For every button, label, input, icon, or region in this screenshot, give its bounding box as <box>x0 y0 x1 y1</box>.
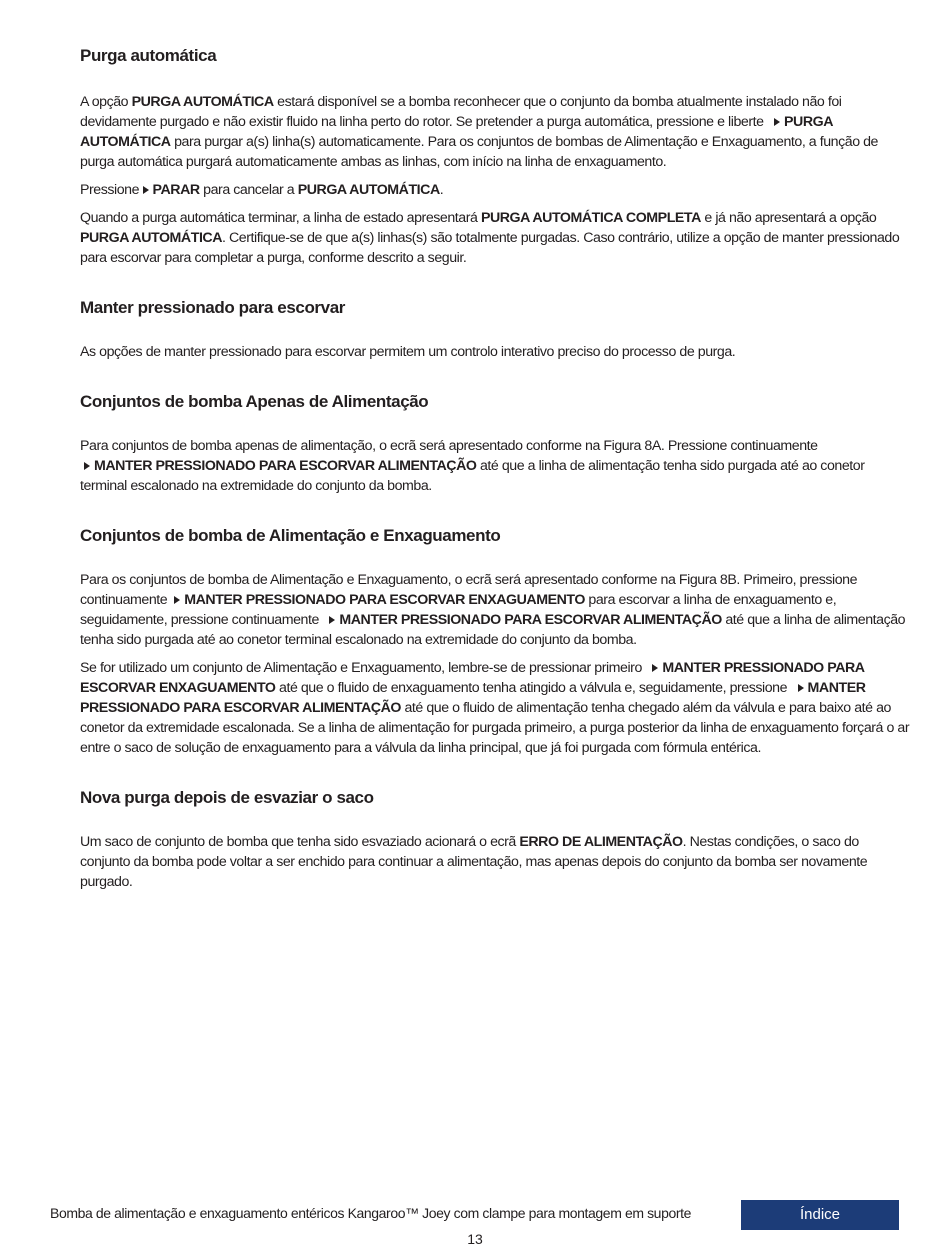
heading-purga-automatica: Purga automática <box>80 46 217 65</box>
paragraph-nova-purga: Um saco de conjunto de bomba que tenha sido esvaziado acionará o ecrã ERRO DE ALIMENTAÇÃO. Nestas condições, o saco do conjunto da bomba pode voltar a ser enchido para continuar a alimentação, mas apenas depois do conjunto da bomba ser novamente purgado. <box>80 834 868 890</box>
right-triangle-icon <box>174 596 180 604</box>
paragraph-apenas-alimentacao: Para conjuntos de bomba apenas de alimentação, o ecrã será apresentado conforme na Figura 8A. Pressione continuamente MANTER PRESSIONADO PARA ESCORVAR ALIMENTAÇÃO até que a linha de alimentação tenha sido purgada até ao conetor terminal escalonado na extremidade do conjunto da bomba. <box>80 438 865 494</box>
right-triangle-icon <box>652 664 658 672</box>
heading-apenas-alimentacao: Conjuntos de bomba Apenas de Alimentação <box>80 392 429 411</box>
paragraph-purga-intro: A opção PURGA AUTOMÁTICA estará disponível se a bomba reconhecer que o conjunto da bomba atualmente instalado não foi devidamente purgado e não existir fluido na linha perto do rotor. Se pretender a purga automática, pressione e liberte PURGA AUTOMÁTICA para purgar a(s) linha(s) automaticamente. Para os conjuntos de bombas de Alimentação e Enxaguamento, a função de purga automática purgará automaticamente ambas as linhas, com início na linha de enxaguamento. <box>80 94 879 170</box>
option-label: MANTER PRESSIONADO PARA ESCORVAR ENXAGUAMENTO <box>80 660 865 696</box>
option-label: PARAR <box>152 182 200 198</box>
heading-nova-purga: Nova purga depois de esvaziar o saco <box>80 788 374 807</box>
option-label: MANTER PRESSIONADO PARA ESCORVAR ALIMENTAÇÃO <box>94 458 477 474</box>
status-label: PURGA AUTOMÁTICA COMPLETA <box>480 210 701 226</box>
paragraph-parar: Pressione PARAR para cancelar a PURGA AUTOMÁTICA. <box>80 182 444 198</box>
option-label: PURGA AUTOMÁTICA <box>131 94 274 110</box>
option-label: MANTER PRESSIONADO PARA ESCORVAR ALIMENTAÇÃO <box>80 680 866 716</box>
right-triangle-icon <box>143 186 149 194</box>
footer-document-title: Bomba de alimentação e enxaguamento entéricos Kangaroo™ Joey com clampe para montagem em suporte <box>50 1205 691 1221</box>
paragraph-alimentacao-enxaguamento-1: Para os conjuntos de bomba de Alimentação e Enxaguamento, o ecrã será apresentado conforme na Figura 8B. Primeiro, pressione continuamente MANTER PRESSIONADO PARA ESCORVAR ENXAGUAMENTO para escorvar a linha de enxaguamento e, seguidamente, pressione continuamente MANTER PRESSIONADO PARA ESCORVAR ALIMENTAÇÃO até que a linha de alimentação tenha sido purgada até ao conetor terminal escalonado na extremidade do conjunto da bomba. <box>80 572 906 648</box>
paragraph-manter-pressionado: As opções de manter pressionado para escorvar permitem um controlo interativo preciso do processo de purga. <box>80 344 736 360</box>
right-triangle-icon <box>774 118 780 126</box>
option-label: MANTER PRESSIONADO PARA ESCORVAR ALIMENTAÇÃO <box>339 612 722 628</box>
right-triangle-icon <box>84 462 90 470</box>
index-button[interactable]: Índice <box>741 1200 899 1230</box>
paragraph-purga-completa: Quando a purga automática terminar, a linha de estado apresentará PURGA AUTOMÁTICA COMPLETA e já não apresentará a opção PURGA AUTOMÁTICA. Certifique-se de que a(s) linhas(s) são totalmente purgadas. Caso contrário, utilize a opção de manter pressionado para escorvar para completar a purga, conforme descrito a seguir. <box>80 210 900 266</box>
option-label: PURGA AUTOMÁTICA <box>80 114 833 150</box>
page-number: 13 <box>467 1231 483 1247</box>
option-label: MANTER PRESSIONADO PARA ESCORVAR ENXAGUAMENTO <box>184 592 585 608</box>
page-content <box>80 42 910 892</box>
option-label: PURGA AUTOMÁTICA <box>80 230 223 246</box>
right-triangle-icon <box>798 684 804 692</box>
error-label: ERRO DE ALIMENTAÇÃO <box>519 834 683 850</box>
heading-alimentacao-enxaguamento: Conjuntos de bomba de Alimentação e Enxaguamento <box>80 526 501 545</box>
option-label: PURGA AUTOMÁTICA <box>297 182 440 198</box>
heading-manter-pressionado: Manter pressionado para escorvar <box>80 298 345 317</box>
paragraph-alimentacao-enxaguamento-2: Se for utilizado um conjunto de Alimentação e Enxaguamento, lembre-se de pressionar primeiro MANTER PRESSIONADO PARA ESCORVAR ENXAGUAMENTO até que o fluido de enxaguamento tenha atingido a válvula e, seguidamente, pressione MANTER PRESSIONADO PARA ESCORVAR ALIMENTAÇÃO até que o fluido de alimentação tenha chegado além da válvula e para baixo até ao conetor da extremidade escalonada. Se a linha de alimentação for purgada primeiro, a purga posterior da linha de enxaguamento forçará o ar entre o saco de solução de enxaguamento para a válvula da linha principal, que já foi purgada com fórmula entérica. <box>80 660 910 756</box>
right-triangle-icon <box>329 616 335 624</box>
